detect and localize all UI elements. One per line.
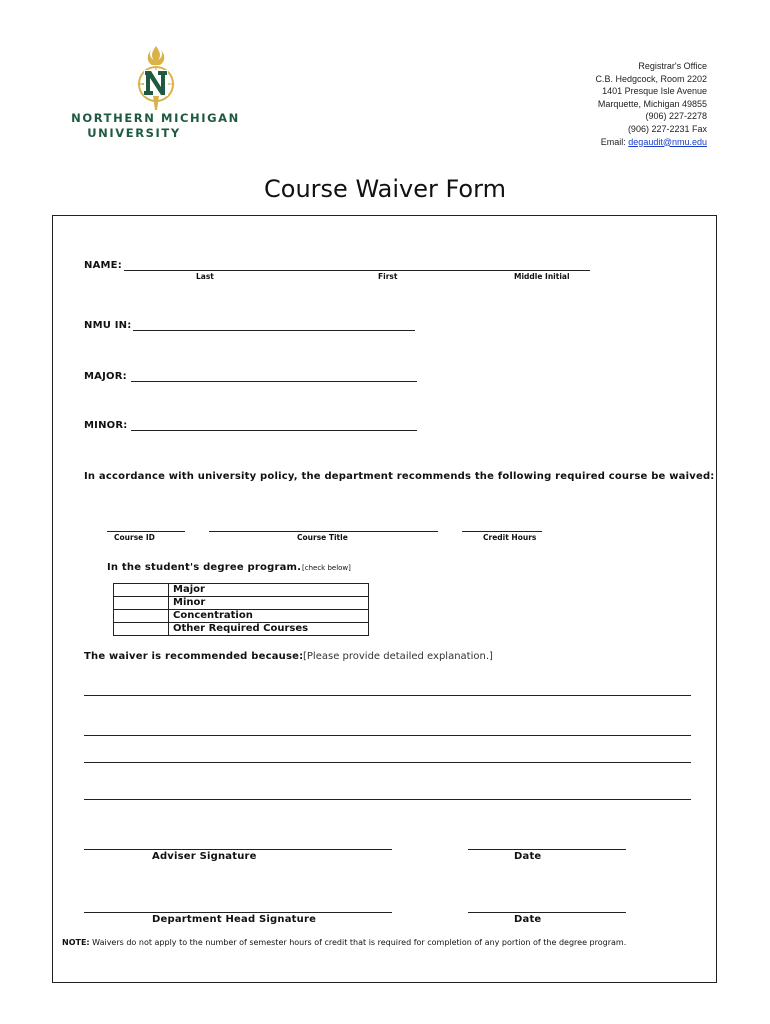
adviser-signature-field[interactable]: [84, 849, 392, 850]
credit-hours-field[interactable]: [462, 531, 542, 532]
course-id-field[interactable]: [107, 531, 185, 532]
course-title-field[interactable]: [209, 531, 438, 532]
logo-text-university: UNIVERSITY: [87, 126, 181, 140]
dept-head-date-field[interactable]: [468, 912, 626, 913]
address-city: Marquette, Michigan 49855: [597, 98, 707, 109]
degree-program-table: [113, 583, 369, 636]
credit-hours-caption: Credit Hours: [483, 533, 537, 542]
degree-program-label: In the student's degree program.: [107, 562, 302, 573]
address-email-label: Email:: [600, 136, 626, 147]
checkbox-other-required[interactable]: [114, 623, 169, 636]
reason-line-4[interactable]: [84, 799, 691, 800]
option-concentration: Concentration: [169, 610, 369, 623]
name-middle-caption: Middle Initial: [514, 272, 570, 281]
name-label: NAME:: [84, 260, 122, 271]
course-title-caption: Course Title: [297, 533, 348, 542]
checkbox-major[interactable]: [114, 584, 169, 597]
name-field[interactable]: [124, 270, 590, 271]
logo-text-northern-michigan: NORTHERN MICHIGAN: [71, 111, 240, 125]
address-street: 1401 Presque Isle Avenue: [602, 86, 707, 97]
adviser-date-field[interactable]: [468, 849, 626, 850]
reason-line-1[interactable]: [84, 695, 691, 696]
checkbox-minor[interactable]: [114, 597, 169, 610]
note-label: NOTE:: [62, 938, 90, 947]
policy-statement: In accordance with university policy, the department recommends the following required course be waived:: [84, 471, 715, 482]
address-building: C.B. Hedgcock, Room 2202: [595, 73, 707, 84]
dept-head-signature-caption: Department Head Signature: [152, 914, 317, 925]
dept-head-date-caption: Date: [514, 914, 542, 925]
email-link[interactable]: degaudit@nmu.edu: [628, 136, 707, 147]
table-row: [114, 623, 369, 636]
note-text: Waivers do not apply to the number of semester hours of credit that is required for completion of any portion of the degree program.: [92, 938, 627, 947]
degree-program-hint: [check below]: [302, 564, 351, 572]
name-last-caption: Last: [196, 272, 214, 281]
option-major: Major: [169, 584, 369, 597]
table-row: [114, 610, 369, 623]
university-logo: [68, 44, 243, 144]
checkbox-concentration[interactable]: [114, 610, 169, 623]
major-label: MAJOR:: [84, 371, 127, 382]
address-fax: (906) 227-2231 Fax: [627, 123, 707, 134]
torch-n-emblem-icon: [128, 44, 184, 112]
minor-label: MINOR:: [84, 420, 128, 431]
dept-head-signature-field[interactable]: [84, 912, 392, 913]
reason-line-3[interactable]: [84, 762, 691, 763]
address-office: Registrar's Office: [638, 61, 707, 71]
registrar-address: [595, 60, 707, 148]
option-other-required: Other Required Courses: [169, 623, 369, 636]
adviser-date-caption: Date: [514, 851, 542, 862]
minor-field[interactable]: [131, 430, 417, 431]
adviser-signature-caption: Adviser Signature: [152, 851, 257, 862]
nmu-in-label: NMU IN:: [84, 320, 132, 331]
reason-line-2[interactable]: [84, 735, 691, 736]
table-row: [114, 597, 369, 610]
major-field[interactable]: [131, 381, 417, 382]
footer-note: [62, 938, 626, 947]
course-id-caption: Course ID: [114, 533, 155, 542]
reason-label: The waiver is recommended because:: [84, 651, 304, 662]
reason-hint: [Please provide detailed explanation.]: [303, 651, 493, 662]
address-email-row: [595, 136, 707, 149]
nmu-in-field[interactable]: [133, 330, 415, 331]
page-title: Course Waiver Form: [264, 175, 506, 203]
address-phone: (906) 227-2278: [645, 111, 707, 122]
name-first-caption: First: [378, 272, 398, 281]
option-minor: Minor: [169, 597, 369, 610]
table-row: [114, 584, 369, 597]
